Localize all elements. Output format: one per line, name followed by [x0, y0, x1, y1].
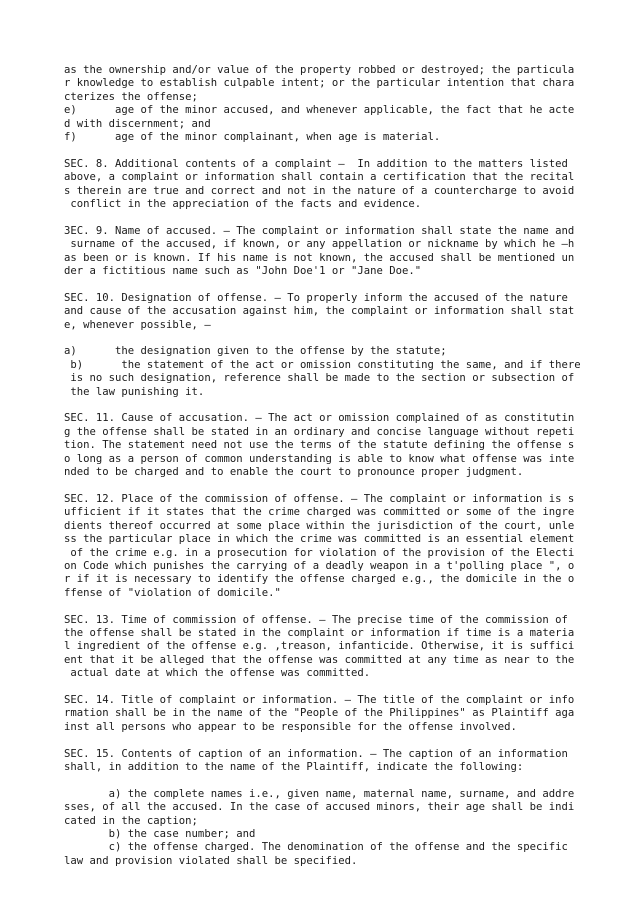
- text-line: above, a complaint or information shall contain a certification that the recital: [64, 171, 575, 184]
- text-line: s therein are true and correct and not in the nature of a countercharge to avoid: [64, 184, 575, 197]
- paragraph-gap: [64, 774, 586, 787]
- text-line: shall, in addition to the name of the Plaintiff, indicate the following:: [64, 760, 524, 773]
- paragraph-gap: [64, 332, 586, 345]
- text-line: o long as a person of common understanding is able to know what offense was inte: [64, 452, 575, 465]
- text-line: r if it is necessary to identify the offense charged e.g., the domicile in the o: [64, 573, 575, 586]
- text-line: f) age of the minor complainant, when age is material.: [64, 131, 441, 144]
- list-item: b) the case number; and: [64, 828, 256, 840]
- section-heading-line: 3EC. 9. Name of accused. – The complaint or information shall state the name and: [64, 224, 575, 237]
- paragraph-gap: [64, 144, 586, 157]
- list-item: b) the statement of the act or omission constituting the same, and if there: [64, 358, 581, 371]
- section-heading-line: SEC. 13. Time of commission of offense. – The precise time of the commission of: [64, 613, 568, 626]
- section-13: [64, 614, 586, 681]
- text-line: as been or is known. If his name is not known, the accused shall be mentioned un: [64, 251, 575, 264]
- section-14: [64, 694, 586, 734]
- text-line: law and provision violated shall be specified.: [64, 854, 358, 867]
- section-12: [64, 493, 586, 600]
- section-heading-line: SEC. 11. Cause of accusation. – The act or omission complained of as constitutin: [64, 412, 575, 425]
- list-item: a) the complete names i.e., given name, maternal name, surname, and addre: [64, 787, 575, 800]
- text-line: l ingredient of the offense e.g. ,treason, infanticide. Otherwise, it is suffici: [64, 640, 575, 653]
- section-heading-line: SEC. 15. Contents of caption of an information. – The caption of an information: [64, 747, 568, 760]
- text-line: cterizes the offense;: [64, 90, 198, 103]
- paragraph-gap: [64, 211, 586, 224]
- text-line: ufficient if it states that the crime charged was committed or some of the ingre: [64, 506, 575, 519]
- section-heading-line: SEC. 12. Place of the commission of offense. – The complaint or information is s: [64, 492, 575, 505]
- text-line: e, whenever possible, –: [64, 318, 211, 331]
- continuation-block: [64, 64, 586, 144]
- text-line: ffense of "violation of domicile.": [64, 586, 281, 599]
- section-9: [64, 225, 586, 279]
- text-line: the offense shall be stated in the complaint or information if time is a materia: [64, 626, 575, 639]
- paragraph-gap: [64, 480, 586, 493]
- text-line: rmation shall be in the name of the "People of the Philippines" as Plaintiff aga: [64, 707, 575, 720]
- text-line: ss the particular place in which the crime was committed is an essential element: [64, 533, 575, 546]
- paragraph-gap: [64, 399, 586, 412]
- text-line: inst all persons who appear to be responsible for the offense involved.: [64, 720, 517, 733]
- section-10-items: [64, 345, 586, 399]
- text-line: tion. The statement need not use the terms of the statute defining the offense s: [64, 439, 575, 452]
- text-line: nded to be charged and to enable the court to pronounce proper judgment.: [64, 466, 524, 479]
- paragraph-gap: [64, 734, 586, 747]
- section-heading-line: SEC. 10. Designation of offense. – To properly inform the accused of the nature: [64, 291, 568, 304]
- text-line: on Code which punishes the carrying of a deadly weapon in a t'polling place ", o: [64, 559, 575, 572]
- text-line: of the crime e.g. in a prosecution for violation of the provision of the Electi: [64, 546, 575, 559]
- list-item: c) the offense charged. The denomination of the offense and the specific: [64, 841, 568, 854]
- section-heading-line: SEC. 14. Title of complaint or information. – The title of the complaint or info: [64, 693, 575, 706]
- text-line: is no such designation, reference shall be made to the section or subsection of: [64, 372, 575, 385]
- text-line: the law punishing it.: [64, 385, 205, 398]
- text-line: surname of the accused, if known, or any appellation or nickname by which he –h: [64, 238, 575, 251]
- text-line: conflict in the appreciation of the facts and evidence.: [64, 198, 422, 211]
- text-line: actual date at which the offense was committed.: [64, 667, 371, 680]
- text-line: cated in the caption;: [64, 814, 198, 827]
- text-line: d with discernment; and: [64, 117, 211, 130]
- section-heading-line: SEC. 8. Additional contents of a complaint – In addition to the matters listed: [64, 157, 568, 170]
- text-line: der a fictitious name such as "John Doe'1 or "Jane Doe.": [64, 265, 422, 278]
- text-line: g the offense shall be stated in an ordinary and concise language without repeti: [64, 425, 575, 438]
- section-15: [64, 748, 586, 775]
- text-line: dients thereof occurred at some place within the jurisdiction of the court, unle: [64, 519, 575, 532]
- section-15-items: [64, 788, 586, 868]
- text-line: ent that it be alleged that the offense was committed at any time as near to the: [64, 653, 575, 666]
- text-line: as the ownership and/or value of the property robbed or destroyed; the particula: [64, 64, 575, 76]
- section-8: [64, 158, 586, 212]
- section-10: [64, 292, 586, 332]
- list-item: a) the designation given to the offense by the statute;: [64, 345, 447, 358]
- text-line: sses, of all the accused. In the case of accused minors, their age shall be indi: [64, 801, 575, 814]
- text-line: r knowledge to establish culpable intent; or the particular intention that chara: [64, 77, 575, 90]
- text-line: and cause of the accusation against him, the complaint or information shall stat: [64, 305, 575, 318]
- section-11: [64, 412, 586, 479]
- paragraph-gap: [64, 681, 586, 694]
- text-line: e) age of the minor accused, and whenever applicable, the fact that he acte: [64, 104, 575, 117]
- paragraph-gap: [64, 600, 586, 613]
- paragraph-gap: [64, 278, 586, 291]
